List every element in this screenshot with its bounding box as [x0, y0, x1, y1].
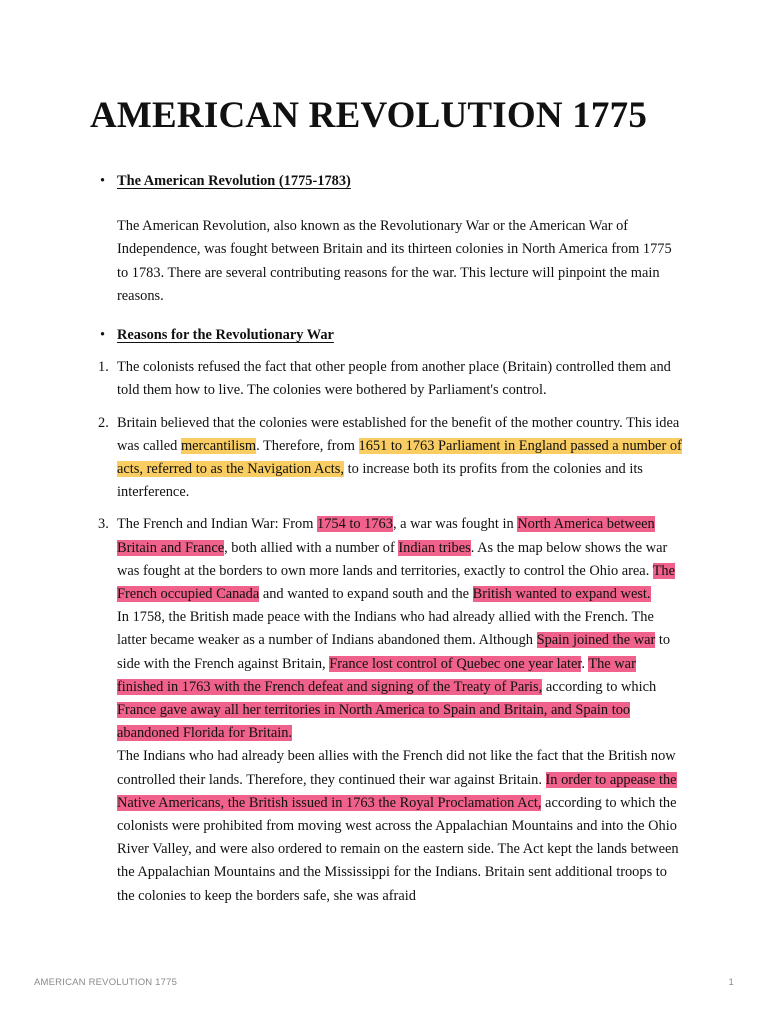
highlighted-text: 1651 to 1763 Parliament in England passed a number of acts, referred to as the Navigation Acts,: [117, 437, 682, 478]
text-run: Britain believed that the colonies were established for the benefit of the mother country. This idea was called: [117, 414, 680, 454]
reasons-list: [98, 356, 683, 908]
reason-item-1: [98, 356, 683, 402]
reason-item-2: [98, 412, 683, 505]
page-number: 1: [728, 977, 734, 988]
section-heading-reasons: [100, 324, 683, 347]
reason-item-3: [98, 513, 683, 907]
reason-paragraph: [117, 745, 683, 907]
reason-paragraph: [117, 606, 683, 745]
highlighted-text: mercantilism: [180, 437, 257, 454]
highlighted-text: Spain joined the war: [536, 632, 656, 649]
text-run: according to which the colonists were prohibited from moving west across the Appalachian Mountains and into the Ohio River Valley, and were also ordered to remain on the eastern side. The Act kept the lands between the Appalachian Mountains and the Mississippi for the Indians. Britain sent additional troops to the colonies to keep the borders safe, she was afraid: [117, 794, 679, 904]
highlighted-text: France lost control of Quebec one year later: [329, 655, 582, 672]
highlighted-text: 1754 to 1763: [317, 516, 393, 533]
list-number: 1.: [98, 359, 109, 376]
footer-title: AMERICAN REVOLUTION 1775: [34, 977, 178, 988]
text-run: to side with the French against Britain,: [117, 632, 671, 672]
text-run: according to which: [542, 678, 657, 695]
reason-text: [117, 412, 683, 505]
document-body: [98, 170, 683, 908]
highlighted-text: In order to appease the Native Americans, the British issued in 1763 the Royal Proclamation Act,: [117, 771, 677, 811]
section-heading-text: The American Revolution (1775-1783): [117, 173, 351, 189]
text-run: . Therefore, from: [256, 437, 359, 454]
intro-paragraph: The American Revolution, also known as the Revolutionary War or the American War of Independence, was fought between Britain and its thirteen colonies in North America from 1775 to 1783. There are several contributing reasons for the war. This lecture will pinpoint the main reasons.: [117, 218, 672, 304]
list-number: 3.: [98, 516, 109, 533]
bullet-dot: •: [100, 173, 106, 189]
text-run: In 1758, the British made peace with the Indians who had already allied with the French. The latter became weaker as a number of Indians abandoned them. Although: [117, 609, 654, 649]
list-number: 2.: [98, 414, 109, 431]
highlighted-text: France gave away all her territories in North America to Spain and Britain, and Spain too abandoned Florida for Britain.: [117, 702, 631, 742]
section-heading-revolution: [100, 170, 683, 193]
highlighted-text: North America between Britain and France: [117, 516, 655, 556]
reason-paragraph: [117, 513, 683, 606]
reason-text: The colonists refused the fact that other people from another place (Britain) controlled them and told them how to live. The colonies were bothered by Parliament's control.: [117, 359, 671, 399]
text-run: . As the map below shows the war was fought at the borders to own more lands and territories, exactly to control the Ohio area.: [117, 539, 668, 579]
page-title: AMERICAN REVOLUTION 1775: [90, 95, 648, 136]
bullet-dot: •: [100, 327, 106, 344]
text-run: , a war was fought in: [392, 516, 518, 533]
highlighted-text: The war finished in 1763 with the French defeat and signing of the Treaty of Paris,: [117, 655, 636, 695]
highlighted-text: Indian tribes: [398, 539, 471, 556]
text-run: to increase both its profits from the colonies and its interference.: [117, 461, 643, 501]
text-run: .: [581, 655, 589, 672]
highlighted-text: The French occupied Canada: [117, 562, 676, 603]
section-heading-text: Reasons for the Revolutionary War: [117, 327, 334, 344]
text-run: , both allied with a number of: [224, 539, 399, 556]
text-run: The Indians who had already been allies with the French did not like the fact that the British now controlled their lands. Therefore, they continued their war against Britain.: [117, 748, 676, 788]
text-run: and wanted to expand south and the: [259, 586, 473, 603]
highlighted-text: British wanted to expand west.: [472, 586, 651, 603]
text-run: The French and Indian War: From: [117, 516, 317, 533]
